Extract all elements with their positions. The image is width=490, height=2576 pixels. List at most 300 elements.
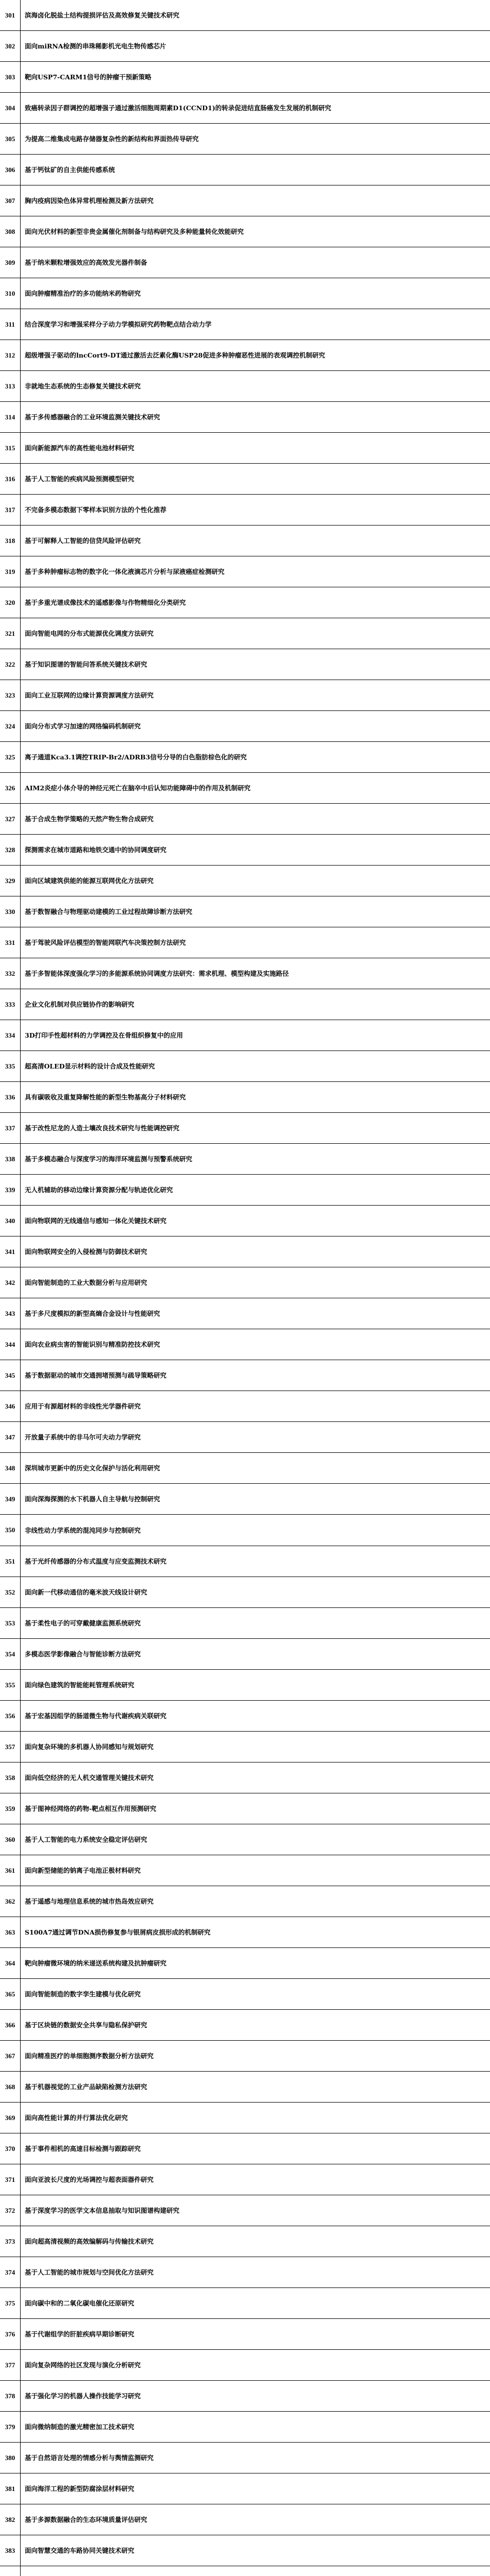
- row-number: 360: [0, 1824, 21, 1855]
- table-row: [0, 433, 490, 464]
- project-title: 基于自然语言处理的情感分析与舆情监测研究: [25, 2454, 154, 2462]
- project-title: 面向工业互联网的边缘计算资源调度方法研究: [25, 691, 154, 699]
- project-title-cell: [21, 618, 490, 649]
- row-number: [0, 2566, 21, 2576]
- project-title: 基于多模态融合与深度学习的海洋环境监测与预警系统研究: [25, 1155, 193, 1163]
- table-row: [0, 1917, 490, 1948]
- table-row: [0, 2504, 490, 2535]
- table-row: [0, 773, 490, 804]
- project-title: 基于图神经网络的药物-靶点相互作用预测研究: [25, 1805, 157, 1812]
- project-title: 基于代谢组学的肝脏疾病早期诊断研究: [25, 2330, 134, 2338]
- project-title-cell: [21, 402, 490, 432]
- project-title: 基于改性尼龙的人造土壤改良技术研究与性能调控研究: [25, 1124, 180, 1132]
- project-title: 面向物联网安全的入侵检测与防御技术研究: [25, 1248, 147, 1256]
- table-row: [0, 371, 490, 402]
- project-title-cell: [21, 1422, 490, 1452]
- table-row: [0, 2288, 490, 2319]
- table-row: [0, 2473, 490, 2504]
- project-title-cell: [21, 649, 490, 680]
- table-row: [0, 2443, 490, 2473]
- project-title: 非就地生态系统的生态修复关键技术研究: [25, 382, 141, 390]
- project-title-cell: [21, 433, 490, 463]
- table-row: [0, 1391, 490, 1422]
- table-row: [0, 1855, 490, 1886]
- table-row: [0, 464, 490, 495]
- table-row: [0, 495, 490, 526]
- row-number: 332: [0, 958, 21, 989]
- table-row: [0, 247, 490, 278]
- project-title: 应用于有源超材料的非线性光学器件研究: [25, 1402, 141, 1410]
- row-number: 305: [0, 124, 21, 154]
- project-title: 基于光纤传感器的分布式温度与应变监测技术研究: [25, 1557, 167, 1565]
- project-title-cell: [21, 340, 490, 370]
- project-title-cell: [21, 2504, 490, 2535]
- row-number: 330: [0, 896, 21, 927]
- row-number: 340: [0, 1206, 21, 1236]
- project-title-cell: [21, 1175, 490, 1205]
- row-number: 311: [0, 309, 21, 340]
- row-number: 359: [0, 1793, 21, 1824]
- project-title-cell: [21, 2226, 490, 2257]
- table-row: [0, 1236, 490, 1267]
- project-title: 基于纳米颗粒增强效应的高效发光器件制备: [25, 259, 147, 266]
- project-title-cell: [21, 1762, 490, 1793]
- row-number: 312: [0, 340, 21, 370]
- table-row: [0, 1793, 490, 1824]
- project-title-cell: [21, 1298, 490, 1329]
- row-number: 364: [0, 1948, 21, 1978]
- row-number: 338: [0, 1144, 21, 1174]
- project-title-cell: [21, 1082, 490, 1112]
- project-title: 基于遥感与地理信息系统的城市热岛效应研究: [25, 1897, 154, 1905]
- project-title-cell: [21, 1608, 490, 1638]
- row-number: 346: [0, 1391, 21, 1421]
- table-row: [0, 927, 490, 958]
- row-number: 325: [0, 742, 21, 772]
- row-number: 348: [0, 1453, 21, 1483]
- project-title: 为提高二维集成电路存储器复杂性的新结构和界面热传导研究: [25, 135, 199, 143]
- project-title: 面向微纳制造的激光精密加工技术研究: [25, 2423, 134, 2431]
- project-title-cell: [21, 62, 490, 92]
- row-number: 367: [0, 2041, 21, 2071]
- table-row: [0, 2041, 490, 2072]
- table-row: [0, 1329, 490, 1360]
- table-row: [0, 93, 490, 124]
- project-title-cell: [21, 2319, 490, 2349]
- project-title: 滨海卤化脱盐土结构提损评估及高效修复关键技术研究: [25, 11, 180, 19]
- project-title-cell: [21, 247, 490, 278]
- project-title-cell: [21, 2566, 490, 2576]
- project-title-cell: [21, 711, 490, 741]
- table-row: [0, 1639, 490, 1670]
- project-title: 致癌转录因子群调控的超增强子通过激活细胞周期素D1(CCND1)的转录促进结直肠癌发生发展的机制研究: [25, 104, 331, 112]
- table-row: [0, 2103, 490, 2133]
- project-title-cell: [21, 1144, 490, 1174]
- row-number: 306: [0, 155, 21, 185]
- row-number: 369: [0, 2103, 21, 2133]
- project-title-cell: [21, 1793, 490, 1824]
- table-row: [0, 1670, 490, 1701]
- row-number: 334: [0, 1020, 21, 1050]
- project-title-cell: [21, 680, 490, 710]
- row-number: 376: [0, 2319, 21, 2349]
- project-title: 靶向USP7-CARM1信号的肿瘤干预新策略: [25, 73, 151, 81]
- project-title-cell: [21, 2103, 490, 2133]
- project-title-cell: [21, 556, 490, 587]
- table-row: [0, 2319, 490, 2350]
- project-title: 面向亚波长尺度的光场调控与超表面器件研究: [25, 2176, 154, 2183]
- table-row: [0, 1051, 490, 1082]
- row-number: 321: [0, 618, 21, 649]
- project-title: 基于人工智能的疾病风险预测模型研究: [25, 475, 134, 483]
- project-title-cell: [21, 1051, 490, 1081]
- row-number: 352: [0, 1577, 21, 1607]
- project-title: 无人机辅助的移动边缘计算资源分配与轨迹优化研究: [25, 1186, 173, 1194]
- table-row: [0, 1577, 490, 1608]
- row-number: 354: [0, 1639, 21, 1669]
- row-number: 342: [0, 1267, 21, 1298]
- table-row: [0, 1701, 490, 1732]
- project-title-cell: [21, 1484, 490, 1514]
- row-number: 368: [0, 2072, 21, 2102]
- row-number: 370: [0, 2133, 21, 2164]
- row-number: 347: [0, 1422, 21, 1452]
- table-row: [0, 1453, 490, 1484]
- project-title: 面向智能电网的分布式能源优化调度方法研究: [25, 630, 154, 637]
- project-title: 非线性动力学系统的混沌同步与控制研究: [25, 1526, 141, 1534]
- project-title-cell: [21, 93, 490, 123]
- project-title: 基于多种肿瘤标志物的数字化一体化液滴芯片分析与尿液癌症检测研究: [25, 568, 225, 575]
- project-title: 基于多智能体深度强化学习的多能源系统协同调度方法研究：需求机理、模型构建及实施路径: [25, 970, 289, 977]
- row-number: 375: [0, 2288, 21, 2318]
- project-title: 面向miRNA检测的串珠稀影机光电生物传感芯片: [25, 42, 166, 50]
- table-row: [0, 2412, 490, 2443]
- table-row: [0, 804, 490, 835]
- row-number: 302: [0, 31, 21, 61]
- project-title-cell: [21, 1855, 490, 1886]
- row-number: 345: [0, 1360, 21, 1391]
- table-row: [0, 0, 490, 31]
- project-title: 面向深海探测的水下机器人自主导航与控制研究: [25, 1495, 160, 1503]
- table-row: [0, 587, 490, 618]
- project-title: 3D打印手性超材料的力学调控及在骨组织修复中的应用: [25, 1031, 183, 1039]
- row-number: 343: [0, 1298, 21, 1329]
- row-number: 333: [0, 989, 21, 1020]
- project-title-cell: [21, 155, 490, 185]
- project-title-cell: [21, 773, 490, 803]
- project-title-cell: [21, 2288, 490, 2318]
- row-number: 344: [0, 1329, 21, 1360]
- project-title: 探测需求在城市道路和地铁交通中的协同调度研究: [25, 846, 167, 854]
- table-row: [0, 1113, 490, 1144]
- project-title: 基于多尺度模拟的新型高熵合金设计与性能研究: [25, 1310, 160, 1317]
- project-title: 基于宏基因组学的肠道微生物与代谢疾病关联研究: [25, 1712, 167, 1720]
- project-title-cell: [21, 2350, 490, 2380]
- row-number: 365: [0, 1979, 21, 2009]
- project-title: 面向智慧交通的车路协同关键技术研究: [25, 2547, 134, 2554]
- project-title-cell: [21, 2381, 490, 2411]
- row-number: 314: [0, 402, 21, 432]
- project-title-cell: [21, 1917, 490, 1947]
- project-title-cell: [21, 2473, 490, 2504]
- row-number: 382: [0, 2504, 21, 2535]
- project-title-cell: [21, 835, 490, 865]
- table-row: [0, 1762, 490, 1793]
- row-number: 318: [0, 526, 21, 556]
- row-number: 373: [0, 2226, 21, 2257]
- row-number: 363: [0, 1917, 21, 1947]
- table-row: [0, 711, 490, 742]
- project-title: 基于人工智能的城市规划与空间优化方法研究: [25, 2268, 154, 2276]
- project-title-cell: [21, 31, 490, 61]
- project-title-cell: [21, 526, 490, 556]
- table-row: [0, 402, 490, 433]
- project-title: 基于人工智能的电力系统安全稳定评估研究: [25, 1836, 147, 1843]
- project-title-cell: [21, 1267, 490, 1298]
- project-title: 基于强化学习的机器人操作技能学习研究: [25, 2392, 141, 2400]
- row-number: 361: [0, 1855, 21, 1886]
- row-number: 358: [0, 1762, 21, 1793]
- row-number: 322: [0, 649, 21, 680]
- row-number: 313: [0, 371, 21, 401]
- row-number: 317: [0, 495, 21, 525]
- table-row: [0, 1267, 490, 1298]
- table-row: [0, 2535, 490, 2566]
- project-title: 面向碳中和的二氧化碳电催化还原研究: [25, 2299, 134, 2307]
- table-row: [0, 2381, 490, 2412]
- row-number: 378: [0, 2381, 21, 2411]
- table-row: [0, 649, 490, 680]
- row-number: 379: [0, 2412, 21, 2442]
- project-title-cell: [21, 124, 490, 154]
- row-number: 371: [0, 2164, 21, 2195]
- table-row: [0, 989, 490, 1020]
- project-title: 基于机器视觉的工业产品缺陷检测方法研究: [25, 2083, 147, 2091]
- table-row: [0, 216, 490, 247]
- project-title-cell: [21, 309, 490, 340]
- table-row: [0, 2566, 490, 2576]
- project-title-cell: [21, 1113, 490, 1143]
- row-number: 309: [0, 247, 21, 278]
- table-row: [0, 155, 490, 185]
- project-title: 面向海洋工程的新型防腐涂层材料研究: [25, 2485, 134, 2493]
- project-title: 基于多传感器融合的工业环境监测关键技术研究: [25, 413, 160, 421]
- project-title: 面向复杂环境的多机器人协同感知与规划研究: [25, 1743, 154, 1751]
- row-number: 301: [0, 0, 21, 30]
- project-title: 基于钙钛矿的自主供能传感系统: [25, 166, 115, 174]
- project-title: 面向肿瘤精准治疗的多功能纳米药物研究: [25, 290, 141, 297]
- row-number: 355: [0, 1670, 21, 1700]
- project-title-cell: [21, 0, 490, 30]
- project-title-cell: [21, 866, 490, 896]
- project-title-cell: [21, 371, 490, 401]
- row-number: 350: [0, 1515, 21, 1546]
- project-title: 具有碳吸收及重复降解性能的新型生物基高分子材料研究: [25, 1093, 186, 1101]
- row-number: 351: [0, 1546, 21, 1577]
- project-title-cell: [21, 587, 490, 618]
- row-number: 339: [0, 1175, 21, 1205]
- table-row: [0, 526, 490, 556]
- project-title-cell: [21, 1732, 490, 1762]
- project-title-cell: [21, 464, 490, 494]
- project-title-cell: [21, 1948, 490, 1978]
- row-number: 357: [0, 1732, 21, 1762]
- row-number: 377: [0, 2350, 21, 2380]
- table-row: [0, 2226, 490, 2257]
- row-number: 362: [0, 1886, 21, 1917]
- project-title: 多模态医学影像融合与智能诊断方法研究: [25, 1650, 141, 1658]
- project-title: 面向精准医疗的单细胞测序数据分析方法研究: [25, 2052, 154, 2060]
- project-title-cell: [21, 1886, 490, 1917]
- table-row: [0, 2164, 490, 2195]
- project-title-cell: [21, 896, 490, 927]
- project-title-cell: [21, 2072, 490, 2102]
- row-number: 323: [0, 680, 21, 710]
- project-title-cell: [21, 2195, 490, 2226]
- table-row: [0, 2072, 490, 2103]
- row-number: 337: [0, 1113, 21, 1143]
- project-title: 面向农业病虫害的智能识别与精准防控技术研究: [25, 1341, 160, 1348]
- table-row: [0, 340, 490, 371]
- table-row: [0, 1948, 490, 1979]
- project-title: 面向智能制造的工业大数据分析与应用研究: [25, 1279, 147, 1286]
- table-row: [0, 2350, 490, 2381]
- table-row: [0, 1422, 490, 1453]
- project-title-cell: [21, 495, 490, 525]
- row-number: 315: [0, 433, 21, 463]
- project-title-cell: [21, 927, 490, 958]
- table-row: [0, 31, 490, 62]
- project-title-cell: [21, 1360, 490, 1391]
- table-row: [0, 2257, 490, 2288]
- project-title-cell: [21, 185, 490, 216]
- project-title: 靶向肿瘤微环境的纳米递送系统构建及抗肿瘤研究: [25, 1959, 167, 1967]
- project-title-cell: [21, 2133, 490, 2164]
- table-row: [0, 618, 490, 649]
- project-title: 基于驾驶风险评估模型的智能网联汽车决策控制方法研究: [25, 939, 186, 946]
- table-row: [0, 1206, 490, 1236]
- project-title-cell: [21, 1391, 490, 1421]
- project-title-cell: [21, 2164, 490, 2195]
- row-number: 308: [0, 216, 21, 247]
- row-number: 327: [0, 804, 21, 834]
- row-number: 328: [0, 835, 21, 865]
- project-title-cell: [21, 2010, 490, 2040]
- table-row: [0, 1979, 490, 2010]
- row-number: 310: [0, 278, 21, 309]
- table-row: [0, 1732, 490, 1762]
- table-row: [0, 742, 490, 773]
- row-number: 319: [0, 556, 21, 587]
- row-number: 341: [0, 1236, 21, 1267]
- project-title-cell: [21, 989, 490, 1020]
- row-number: 381: [0, 2473, 21, 2504]
- project-title: 基于数据驱动的城市交通拥堵预测与疏导策略研究: [25, 1371, 167, 1379]
- project-title: 基于多源数据融合的生态环境质量评估研究: [25, 2516, 147, 2523]
- row-number: 383: [0, 2535, 21, 2566]
- table-row: [0, 1144, 490, 1175]
- project-title-cell: [21, 2412, 490, 2442]
- table-row: [0, 278, 490, 309]
- table-row: [0, 1484, 490, 1515]
- table-row: [0, 1546, 490, 1577]
- project-title-cell: [21, 1824, 490, 1855]
- project-title: 结合深度学习和增强采样分子动力学模拟研究药物靶点结合动力学: [25, 320, 212, 328]
- project-title-cell: [21, 216, 490, 247]
- project-title: 面向新能源汽车的高性能电池材料研究: [25, 444, 134, 452]
- table-row: [0, 1360, 490, 1391]
- row-number: 349: [0, 1484, 21, 1514]
- project-title: 基于区块链的数据安全共享与隐私保护研究: [25, 2021, 147, 2029]
- project-title: 基于知识图谱的智能问答系统关键技术研究: [25, 660, 147, 668]
- project-title: 不完备多模态数据下零样本识别方法的个性化推荐: [25, 506, 167, 514]
- table-row: [0, 680, 490, 711]
- project-title-cell: [21, 742, 490, 772]
- project-title: 基于数智融合与物理驱动建模的工业过程故障诊断方法研究: [25, 908, 193, 916]
- project-title-cell: [21, 1577, 490, 1607]
- row-number: 335: [0, 1051, 21, 1081]
- project-title-cell: [21, 1546, 490, 1577]
- row-number: 316: [0, 464, 21, 494]
- row-number: 356: [0, 1701, 21, 1731]
- project-title: 基于柔性电子的可穿戴健康监测系统研究: [25, 1619, 141, 1627]
- project-title-cell: [21, 1979, 490, 2009]
- project-title: 开放量子系统中的非马尔可夫动力学研究: [25, 1433, 141, 1441]
- project-title-cell: [21, 1670, 490, 1700]
- project-title: 基于合成生物学策略的天然产物生物合成研究: [25, 815, 154, 823]
- project-title-cell: [21, 1236, 490, 1267]
- project-title: 基于事件相机的高速目标检测与跟踪研究: [25, 2145, 141, 2153]
- project-title-cell: [21, 2443, 490, 2473]
- table-row: [0, 1298, 490, 1329]
- project-title: 超高清OLED显示材料的设计合成及性能研究: [25, 1062, 155, 1070]
- project-title: 基于深度学习的医学文本信息抽取与知识图谱构建研究: [25, 2207, 180, 2214]
- table-row: [0, 309, 490, 340]
- table-row: [0, 2133, 490, 2164]
- table-row: [0, 1608, 490, 1639]
- row-number: 324: [0, 711, 21, 741]
- row-number: 307: [0, 185, 21, 216]
- project-title: 企业文化机制对供应链协作的影响研究: [25, 1001, 134, 1008]
- row-number: 320: [0, 587, 21, 618]
- project-title: 面向分布式学习加速的网络编码机制研究: [25, 722, 141, 730]
- table-row: [0, 1886, 490, 1917]
- project-title-cell: [21, 1206, 490, 1236]
- project-title: 离子通道Kca3.1调控TRIP-Br2/ADRB3信号分导的白色脂肪棕色化的研究: [25, 753, 247, 761]
- project-title: 面向智能制造的数字孪生建模与优化研究: [25, 1990, 141, 1998]
- project-title-cell: [21, 2041, 490, 2071]
- table-row: [0, 2195, 490, 2226]
- row-number: 353: [0, 1608, 21, 1638]
- project-title: 胸内疫病因染色体异常机理检测及新方法研究: [25, 197, 154, 205]
- row-number: 372: [0, 2195, 21, 2226]
- row-number: 331: [0, 927, 21, 958]
- project-title-cell: [21, 1701, 490, 1731]
- project-title-cell: [21, 2535, 490, 2566]
- project-title: 面向区域建筑供能的能源互联网优化方法研究: [25, 877, 154, 885]
- row-number: 329: [0, 866, 21, 896]
- table-row: [0, 1515, 490, 1546]
- table-row: [0, 1020, 490, 1051]
- table-row: [0, 1082, 490, 1113]
- table-row: [0, 62, 490, 93]
- project-title-cell: [21, 804, 490, 834]
- project-title: AIM2炎症小体介导的神经元死亡在脑卒中后认知功能障碍中的作用及机制研究: [25, 784, 251, 792]
- row-number: 366: [0, 2010, 21, 2040]
- project-title: 基于多重光谱成像技术的遥感影像与作物精细化分类研究: [25, 599, 186, 606]
- table-row: [0, 556, 490, 587]
- project-title-cell: [21, 278, 490, 309]
